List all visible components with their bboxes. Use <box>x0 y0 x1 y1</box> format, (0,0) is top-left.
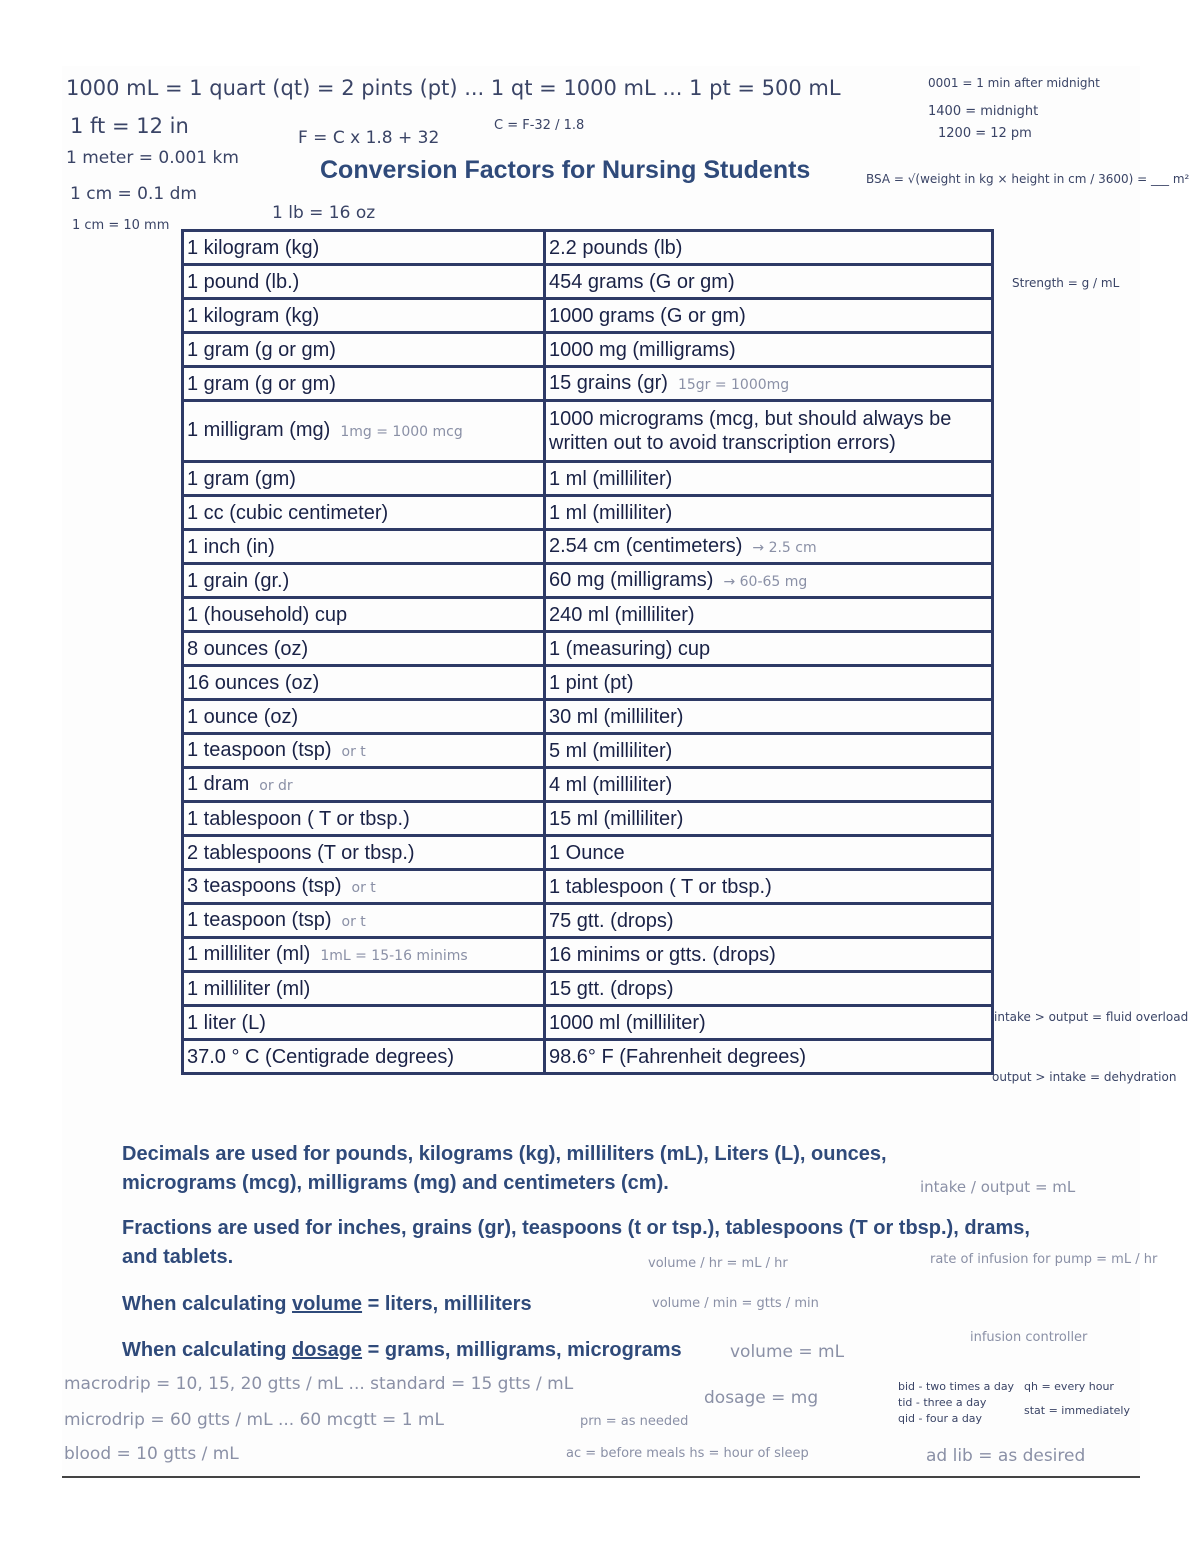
unit-cell <box>183 768 545 802</box>
equivalent-text: 15 ml (milliliter) <box>549 807 684 830</box>
equivalent-cell <box>545 564 993 598</box>
volume-per-minute-note: volume / min = gtts / min <box>652 1296 819 1311</box>
handwritten-annotation: 1mL = 15-16 minims <box>320 947 468 964</box>
unit-cell <box>183 367 545 401</box>
unit-text: 1 milliliter (ml) <box>187 942 311 965</box>
equivalent-cell <box>545 367 993 401</box>
table-row <box>183 564 993 598</box>
qh-note: qh = every hour <box>1024 1380 1114 1393</box>
equivalent-text: 1000 ml (milliliter) <box>549 1011 706 1034</box>
unit-text: 1 teaspoon (tsp) <box>187 908 332 931</box>
equivalent-text: 1 ml (milliliter) <box>549 467 673 490</box>
equivalent-cell <box>545 938 993 972</box>
unit-cell <box>183 462 545 496</box>
conversion-table <box>181 229 994 1075</box>
unit-text: 1 (household) cup <box>187 603 348 626</box>
table-row <box>183 598 993 632</box>
unit-text: 1 kilogram (kg) <box>187 304 320 327</box>
equivalent-text: 2.54 cm (centimeters) <box>549 534 743 557</box>
unit-cell <box>183 564 545 598</box>
page-title: Conversion Factors for Nursing Students <box>320 156 811 184</box>
unit-cell <box>183 1006 545 1040</box>
unit-text: 2 tablespoons (T or tbsp.) <box>187 841 415 864</box>
equivalent-text: 1 pint (pt) <box>549 671 634 694</box>
equivalent-text: 5 ml (milliliter) <box>549 739 673 762</box>
table-row <box>183 333 993 367</box>
unit-cell <box>183 734 545 768</box>
equivalent-cell <box>545 632 993 666</box>
unit-text: 1 gram (g or gm) <box>187 338 336 361</box>
equivalent-text: 1000 mg (milligrams) <box>549 338 736 361</box>
unit-cell <box>183 265 545 299</box>
unit-cell <box>183 904 545 938</box>
unit-text: 1 pound (lb.) <box>187 270 300 293</box>
equivalent-text: 75 gtt. (drops) <box>549 909 674 932</box>
unit-cell <box>183 938 545 972</box>
unit-cell <box>183 972 545 1006</box>
unit-cell <box>183 598 545 632</box>
equivalent-cell <box>545 462 993 496</box>
equivalent-text: 1 Ounce <box>549 841 625 864</box>
equivalent-text: 98.6° F (Fahrenheit degrees) <box>549 1045 807 1068</box>
table-row <box>183 530 993 564</box>
table-row <box>183 768 993 802</box>
equivalent-text: 1 ml (milliliter) <box>549 501 673 524</box>
unit-text: 3 teaspoons (tsp) <box>187 874 342 897</box>
handwritten-annotation: or dr <box>259 777 293 794</box>
equivalent-cell <box>545 802 993 836</box>
table-row <box>183 1006 993 1040</box>
handwritten-annotation: 1mg = 1000 mcg <box>340 424 463 440</box>
unit-text: 1 grain (gr.) <box>187 569 290 592</box>
equivalent-cell <box>545 666 993 700</box>
unit-cell <box>183 700 545 734</box>
table-row <box>183 632 993 666</box>
equivalent-cell <box>545 972 993 1006</box>
unit-text: 37.0 ° C (Centigrade degrees) <box>187 1045 455 1068</box>
unit-text: 1 liter (L) <box>187 1011 266 1034</box>
table-row <box>183 972 993 1006</box>
intake-output-note: intake / output = mL <box>920 1178 1076 1196</box>
table-row <box>183 231 993 265</box>
dehydration-note: output > intake = dehydration <box>992 1070 1177 1084</box>
unit-text: 1 inch (in) <box>187 535 275 558</box>
table-row <box>183 367 993 401</box>
table-row <box>183 836 993 870</box>
bid-note: bid - two times a day <box>898 1380 1015 1393</box>
equivalent-text: 1 tablespoon ( T or tbsp.) <box>549 875 772 898</box>
equivalent-text: 454 grams (G or gm) <box>549 270 735 293</box>
volume-ml-note: volume = mL <box>730 1342 845 1362</box>
table-row <box>183 401 993 462</box>
table-row <box>183 299 993 333</box>
equivalent-cell <box>545 700 993 734</box>
equivalent-text: 240 ml (milliliter) <box>549 603 695 626</box>
unit-cell <box>183 1040 545 1074</box>
handwritten-annotation: → 2.5 cm <box>752 539 817 556</box>
equivalent-text: 60 mg (milligrams) <box>549 568 714 591</box>
cm-dm-note: 1 cm = 0.1 dm <box>70 184 197 204</box>
volume-rule: When calculating volume = liters, milliliters <box>122 1293 532 1315</box>
equivalent-text: 16 minims or gtts. (drops) <box>549 943 776 966</box>
rate-infusion-note: rate of infusion for pump = mL / hr <box>930 1252 1158 1267</box>
unit-text: 16 ounces (oz) <box>187 671 320 694</box>
equivalent-cell <box>545 1040 993 1074</box>
equivalent-cell <box>545 598 993 632</box>
stat-note: stat = immediately <box>1024 1404 1130 1417</box>
table-row <box>183 938 993 972</box>
equivalent-text: 1 (measuring) cup <box>549 637 711 660</box>
unit-text: 1 kilogram (kg) <box>187 236 320 259</box>
equivalent-cell <box>545 231 993 265</box>
dosage-mg-note: dosage = mg <box>704 1388 819 1408</box>
unit-cell <box>183 401 545 462</box>
table-row <box>183 265 993 299</box>
time-note-1400: 1400 = midnight <box>928 104 1039 119</box>
handwritten-annotation: 15gr = 1000mg <box>677 376 790 393</box>
equivalent-cell <box>545 496 993 530</box>
qid-note: qid - four a day <box>898 1412 983 1425</box>
cm-mm-note: 1 cm = 10 mm <box>72 218 170 233</box>
fahrenheit-formula: F = C x 1.8 + 32 <box>298 128 440 148</box>
unit-text: 1 milliliter (ml) <box>187 977 311 1000</box>
handwritten-annotation: → 60-65 mg <box>723 573 808 590</box>
unit-cell <box>183 231 545 265</box>
equivalent-cell <box>545 904 993 938</box>
table-row <box>183 496 993 530</box>
table-row <box>183 802 993 836</box>
table-row <box>183 666 993 700</box>
fluid-overload-note: intake > output = fluid overload <box>994 1010 1189 1024</box>
pound-ounce-note: 1 lb = 16 oz <box>272 203 376 223</box>
equivalent-cell <box>545 836 993 870</box>
macrodrip-note: macrodrip = 10, 15, 20 gtts / mL ... standard = 15 gtts / mL <box>64 1374 574 1394</box>
volume-per-hour-note: volume / hr = mL / hr <box>648 1256 788 1271</box>
unit-text: 1 milligram (mg) <box>187 419 331 441</box>
unit-text: 1 ounce (oz) <box>187 705 299 728</box>
tid-note: tid - three a day <box>898 1396 987 1409</box>
dosage-rule: When calculating dosage = grams, milligrams, micrograms <box>122 1339 682 1361</box>
unit-text: 1 tablespoon ( T or tbsp.) <box>187 807 410 830</box>
equivalent-cell <box>545 333 993 367</box>
table-row <box>183 1040 993 1074</box>
fractions-note: Fractions are used for inches, grains (gr), teaspoons (t or tsp.), tablespoons (T or tbsp.), drams, and tablets. <box>122 1217 1030 1268</box>
unit-text: 1 cc (cubic centimeter) <box>187 501 389 524</box>
table-row <box>183 870 993 904</box>
strength-formula: Strength = g / mL <box>1012 276 1120 290</box>
unit-cell <box>183 870 545 904</box>
equivalent-cell <box>545 401 993 462</box>
prn-note: prn = as needed <box>580 1414 689 1429</box>
table-row <box>183 734 993 768</box>
infusion-controller-note: infusion controller <box>970 1330 1088 1345</box>
handwritten-annotation: or t <box>351 879 376 896</box>
feet-note: 1 ft = 12 in <box>70 114 189 138</box>
unit-cell <box>183 333 545 367</box>
equivalent-text: 2.2 pounds (lb) <box>549 236 683 259</box>
ac-hs-note: ac = before meals hs = hour of sleep <box>566 1446 809 1461</box>
equivalent-text: 4 ml (milliliter) <box>549 773 673 796</box>
unit-text: 8 ounces (oz) <box>187 637 309 660</box>
unit-cell <box>183 496 545 530</box>
ad-lib-note: ad lib = as desired <box>926 1446 1086 1466</box>
equivalent-cell <box>545 530 993 564</box>
equivalent-cell <box>545 265 993 299</box>
bsa-formula: BSA = √(weight in kg × height in cm / 3600) = ___ m² <box>866 172 1190 186</box>
unit-cell <box>183 299 545 333</box>
unit-cell <box>183 530 545 564</box>
table-row <box>183 462 993 496</box>
unit-text: 1 teaspoon (tsp) <box>187 738 332 761</box>
volume-equivalence-note: 1000 mL = 1 quart (qt) = 2 pints (pt) ... 1 qt = 1000 mL ... 1 pt = 500 mL <box>66 76 841 100</box>
decimals-note: Decimals are used for pounds, kilograms (kg), milliliters (mL), Liters (L), ounces, micrograms (mcg), milligrams (mg) and centimeters (cm). <box>122 1143 887 1194</box>
equivalent-text: 1000 micrograms (mcg, but should always be written out to avoid transcription errors) <box>549 408 952 454</box>
equivalent-cell <box>545 299 993 333</box>
equivalent-cell <box>545 1006 993 1040</box>
time-note-0001: 0001 = 1 min after midnight <box>928 76 1100 90</box>
handwritten-annotation: or t <box>341 743 366 760</box>
blood-drip-note: blood = 10 gtts / mL <box>64 1444 239 1464</box>
microdrip-note: microdrip = 60 gtts / mL ... 60 mcgtt = 1 mL <box>64 1410 444 1430</box>
handwritten-annotation: or t <box>341 913 366 930</box>
equivalent-cell <box>545 870 993 904</box>
unit-cell <box>183 836 545 870</box>
equivalent-text: 15 gtt. (drops) <box>549 977 674 1000</box>
equivalent-text: 1000 grams (G or gm) <box>549 304 746 327</box>
table-row <box>183 904 993 938</box>
equivalent-cell <box>545 734 993 768</box>
meter-note: 1 meter = 0.001 km <box>66 148 239 168</box>
table-row <box>183 700 993 734</box>
unit-text: 1 gram (gm) <box>187 467 296 490</box>
unit-text: 1 dram <box>187 772 250 795</box>
equivalent-text: 15 grains (gr) <box>549 371 668 394</box>
unit-cell <box>183 666 545 700</box>
equivalent-text: 30 ml (milliliter) <box>549 705 684 728</box>
unit-cell <box>183 632 545 666</box>
equivalent-cell <box>545 768 993 802</box>
celsius-formula: C = F-32 / 1.8 <box>494 118 585 133</box>
time-note-1200: 1200 = 12 pm <box>938 126 1032 141</box>
unit-text: 1 gram (g or gm) <box>187 372 336 395</box>
unit-cell <box>183 802 545 836</box>
